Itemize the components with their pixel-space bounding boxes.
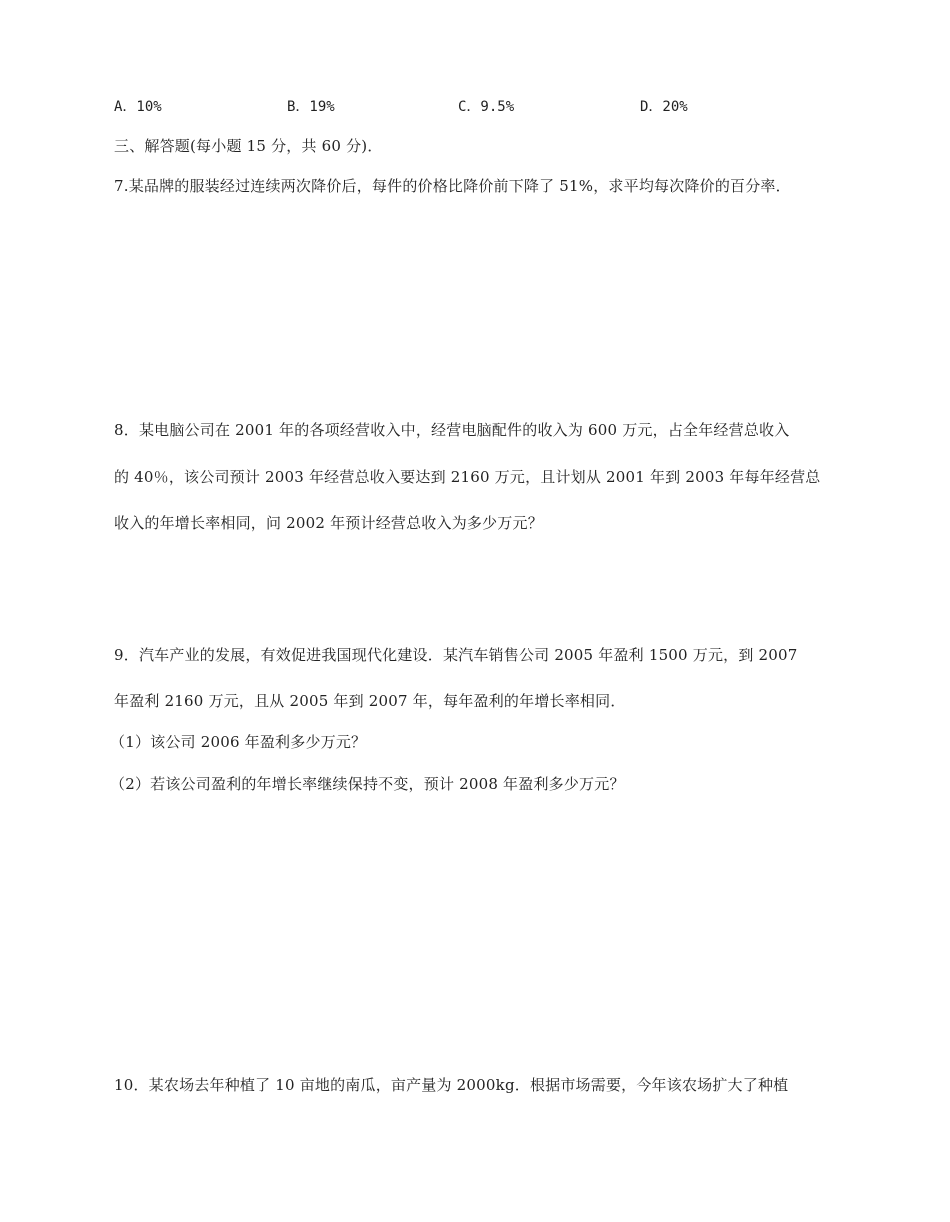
option-d: D．20% [640,99,688,115]
option-a: A．10% [114,99,162,115]
question-9-line-2: 年盈利 2160 万元，且从 2005 年到 2007 年，每年盈利的年增长率相同． [114,692,626,710]
question-8-line-3: 收入的年增长率相同，问 2002 年预计经营总收入为多少万元？ [114,514,543,532]
question-8-line-1: 8．某电脑公司在 2001 年的各项经营收入中，经营电脑配件的收入为 600 万元，占全年经营总收入 [114,421,790,439]
question-9-part-1: （1）该公司 2006 年盈利多少万元？ [110,733,367,751]
question-9-part-2: （2）若该公司盈利的年增长率继续保持不变，预计 2008 年盈利多少万元？ [110,775,625,793]
section-heading: 三、解答题(每小题 15 分，共 60 分)． [114,137,383,155]
question-10-line-1: 10．某农场去年种植了 10 亩地的南瓜，亩产量为 2000kg．根据市场需要，今年该农场扩大了种植 [114,1076,789,1094]
question-9-line-1: 9．汽车产业的发展，有效促进我国现代化建设．某汽车销售公司 2005 年盈利 1500 万元，到 2007 [114,646,798,664]
question-8-line-2: 的 40％，该公司预计 2003 年经营总收入要达到 2160 万元，且计划从 2001 年到 2003 年每年经营总 [114,468,821,486]
option-b: B．19% [287,99,335,115]
option-c: C．9.5% [458,99,515,115]
question-7-text: 7.某品牌的服装经过连续两次降价后，每件的价格比降价前下降了 51%，求平均每次降价的百分率． [114,177,791,195]
